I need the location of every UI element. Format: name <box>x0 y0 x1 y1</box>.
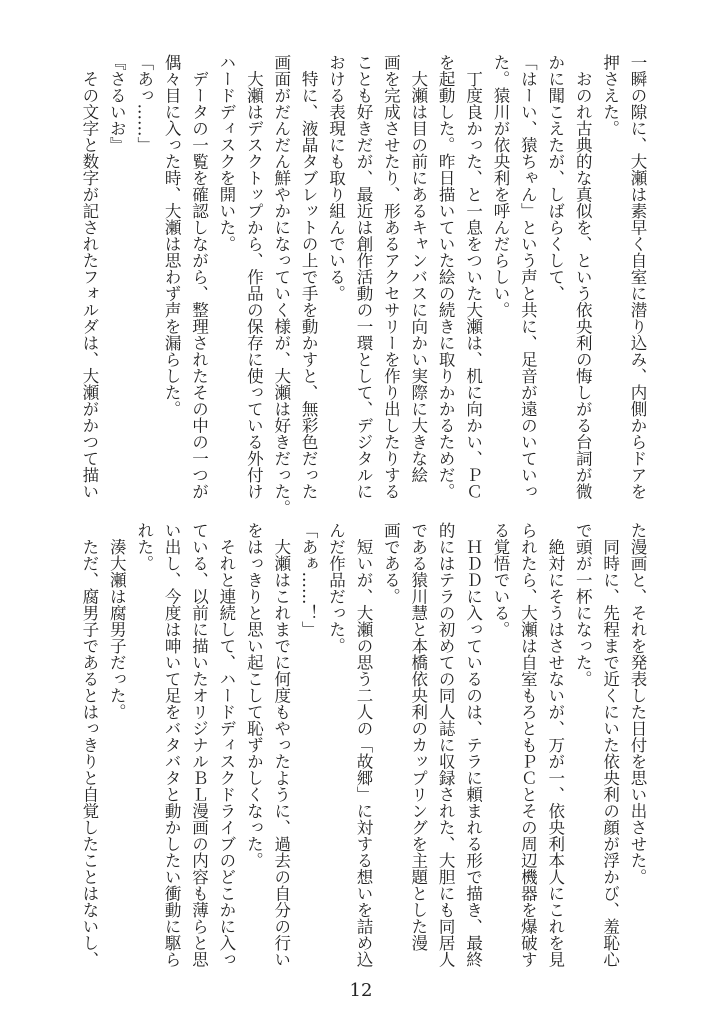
text-column: 的にはテラの初めての同人誌に収録された、大胆にも同居人 <box>436 522 456 968</box>
text-column: 『さるいお』 <box>107 54 127 153</box>
text-column: 偶々目に入った時、大瀬は思わず声を漏らした。 <box>162 54 182 417</box>
text-column: を起動した。昨日描いていた絵の続きに取りかかるためだ。 <box>436 54 456 500</box>
text-column: い出し、今度は呻いて足をバタバタと動かしたい衝動に駆ら <box>162 522 182 968</box>
text-block-top <box>75 54 651 516</box>
text-column: ことも好きだが、最近は創作活動の一環として、デジタルに <box>353 54 373 500</box>
text-block-bottom <box>75 522 651 968</box>
text-column: 特に、液晶タブレットの上で手を動かすと、無彩色だった <box>299 54 319 500</box>
text-column: 丁度良かった、と一息をついた大瀬は、机に向かい、ＰＣ <box>463 54 483 500</box>
text-column: 「あぁ……！」 <box>299 522 319 638</box>
text-column: ハードディスクを開いた。 <box>216 54 236 252</box>
text-column: 大瀬はデスクトップから、作品の保存に使っている外付け <box>244 54 264 500</box>
text-column: データの一覧を確認しながら、整理されたその中の一つが <box>189 54 209 500</box>
text-column: られたら、大瀬は自室もろともＰＣとその周辺機器を爆破す <box>518 522 538 968</box>
text-column: 一瞬の隙に、大瀬は素早く自室に潜り込み、内側からドアを <box>628 54 647 500</box>
text-column: た。猿川が依央利を呼んだらしい。 <box>490 54 510 318</box>
text-column: をはっきりと思い起こして恥ずかしくなった。 <box>244 522 264 869</box>
page-number: 12 <box>349 980 373 1001</box>
text-column: ＨＤＤに入っているのは、テラに頼まれる形で描き、最終 <box>463 522 483 968</box>
text-column: 画を完成させたり、形あるアクセサリーを作り出したりする <box>381 54 401 500</box>
text-column: ている、以前に描いたオリジナルＢＬ漫画の内容も薄らと思 <box>189 522 209 968</box>
text-column: 画面がだんだん鮮やかになっていく様が、大瀬は好きだった。 <box>271 54 291 516</box>
text-column: 「はーい、猿ちゃん」という声と共に、足音が遠のいていっ <box>518 54 538 500</box>
text-column: 押さえた。 <box>600 54 620 137</box>
text-column: 画である。 <box>381 522 401 605</box>
text-column: る覚悟でいる。 <box>490 522 510 638</box>
text-column: で頭が一杯になった。 <box>573 522 593 687</box>
text-column: んだ作品だった。 <box>326 522 346 654</box>
text-column: ただ、腐男子であるとはっきりと自覚したことはないし、 <box>79 522 99 968</box>
text-column: 絶対にそうはさせないが、万が一、依央利本人にこれを見 <box>545 522 565 968</box>
text-column: た漫画と、それを発表した日付を思い出させた。 <box>628 522 647 885</box>
text-column: 大瀬は目の前にあるキャンバスに向かい実際に大きな絵 <box>408 54 428 483</box>
text-column: それと連続して、ハードディスクドライブのどこかに入っ <box>216 522 236 968</box>
text-column: かに聞こえたが、しばらくして、 <box>545 54 565 302</box>
text-column: その文字と数字が記されたフォルダは、大瀬がかつて描い <box>79 54 99 500</box>
text-column: 同時に、先程まで近くにいた依央利の顔が浮かび、羞恥心 <box>600 522 620 968</box>
text-column: おける表現にも取り組んでいる。 <box>326 54 346 302</box>
text-column: 短いが、大瀬の思う二人の「故郷」に対する想いを詰め込 <box>353 522 373 968</box>
text-column: おのれ古典的な真似を、という依央利の悔しがる台詞が微 <box>573 54 593 500</box>
text-column: 大瀬はこれまでに何度もやったように、過去の自分の行い <box>271 522 291 968</box>
text-column: 「あっ……」 <box>134 54 154 153</box>
text-column: 湊大瀬は腐男子だった。 <box>107 522 127 720</box>
text-column: れた。 <box>134 522 154 572</box>
text-column: である猿川慧と本橋依央利のカップリングを主題とした漫 <box>408 522 428 951</box>
